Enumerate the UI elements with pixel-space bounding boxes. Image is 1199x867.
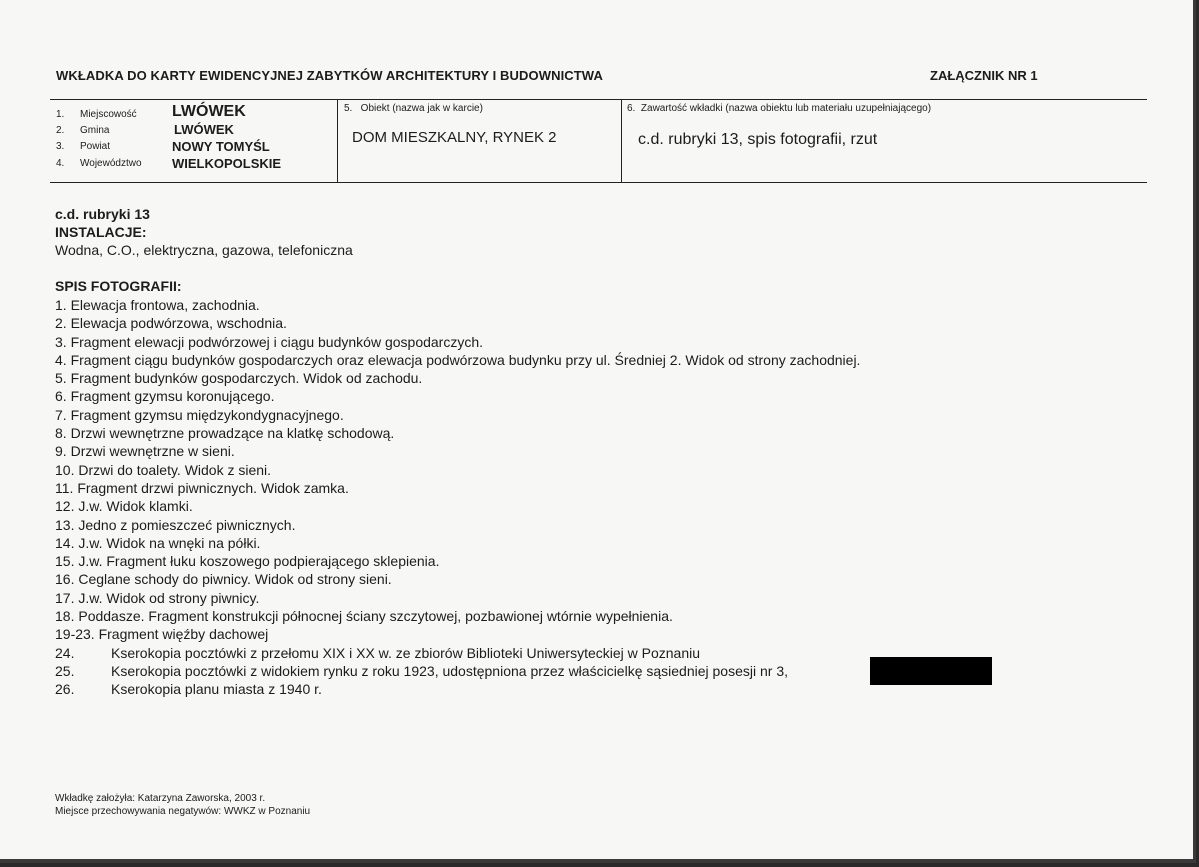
field-number: 4. — [56, 158, 65, 169]
document-title: WKŁADKA DO KARTY EWIDENCYJNEJ ZABYTKÓW ARCHITEKTURY I BUDOWNICTWA — [56, 68, 603, 83]
field-label-locality: Miejscowość — [80, 109, 137, 120]
item-text: Kserokopia pocztówki z przełomu XIX i XX w. ze zbiorów Biblioteki Uniwersyteckiej w Poznaniu — [111, 644, 701, 661]
item-text: Jedno z pomieszczeć piwnicznych. — [78, 516, 296, 533]
item-number: 1. — [55, 297, 67, 313]
list-item — [55, 297, 860, 315]
list-item — [55, 370, 860, 388]
list-item — [55, 480, 860, 498]
list-item — [55, 425, 860, 443]
field-number: 3. — [56, 141, 65, 152]
object-label: 5. Obiekt (nazwa jak w karcie) — [344, 103, 483, 114]
list-item — [55, 626, 860, 644]
item-text: Fragment budynków gospodarczych. Widok od zachodu. — [70, 370, 423, 387]
item-text: Fragment więźby dachowej — [98, 626, 269, 643]
item-text: J.w. Widok klamki. — [78, 498, 193, 515]
item-number: 26. — [55, 681, 75, 698]
list-item — [55, 388, 860, 406]
item-text: Elewacja frontowa, zachodnia. — [70, 297, 260, 313]
item-text: Fragment gzymsu koronującego. — [70, 388, 275, 405]
item-number: 3. — [55, 333, 67, 350]
item-text: Poddasze. Fragment konstrukcji północnej ściany szczytowej, pozbawionej wtórnie wypełnienia. — [78, 608, 673, 625]
field-value-commune: LWÓWEK — [174, 122, 234, 137]
item-text: J.w. Fragment łuku koszowego podpierającego sklepienia. — [78, 553, 440, 570]
item-number: 13. — [55, 516, 75, 533]
column-divider-2 — [621, 99, 622, 183]
list-item — [55, 443, 860, 461]
item-text: Ceglane schody do piwnicy. Widok od strony sieni. — [78, 571, 392, 588]
header-top-rule — [50, 99, 1147, 100]
list-item — [55, 663, 860, 681]
section-continuation: c.d. rubryki 13 — [55, 206, 150, 222]
item-number: 14. — [55, 534, 75, 551]
installations-heading: INSTALACJE: — [55, 224, 147, 240]
item-number: 25. — [55, 662, 75, 679]
list-item — [55, 334, 860, 352]
list-item — [55, 517, 860, 535]
installations-text: Wodna, C.O., elektryczna, gazowa, telefoniczna — [55, 242, 353, 258]
annex-label: ZAŁĄCZNIK NR 1 — [930, 68, 1038, 83]
column-divider-1 — [337, 99, 338, 183]
item-text: Kserokopia planu miasta z 1940 r. — [111, 681, 322, 698]
item-text: J.w. Widok na wnęki na półki. — [78, 534, 261, 551]
field-label-county: Powiat — [80, 141, 111, 152]
field-value-voivodeship: WIELKOPOLSKIE — [172, 156, 282, 171]
list-item — [55, 645, 860, 663]
footer-storage: Miejsce przechowywania negatywów: WWKZ w Poznaniu — [55, 806, 311, 817]
list-item — [55, 571, 860, 589]
list-item — [55, 535, 860, 553]
list-item — [55, 608, 860, 626]
list-item — [55, 315, 860, 333]
item-text: Drzwi do toalety. Widok z sieni. — [78, 461, 272, 478]
field-number: 1. — [56, 109, 65, 120]
photos-heading: SPIS FOTOGRAFII: — [55, 278, 182, 294]
item-text: Kserokopia pocztówki z widokiem rynku z roku 1923, udostępniona przez właścicielkę sąsiedniej posesji nr 3, — [111, 662, 789, 679]
item-number: 7. — [55, 406, 67, 423]
item-number: 10. — [55, 461, 75, 478]
item-number: 8. — [55, 425, 67, 442]
item-number: 12. — [55, 498, 75, 515]
item-number: 17. — [55, 589, 75, 606]
item-number: 19-23. — [55, 626, 95, 643]
list-item — [55, 407, 860, 425]
item-number: 24. — [55, 644, 75, 661]
redaction-block — [870, 657, 992, 685]
item-number: 4. — [55, 351, 67, 368]
object-value: DOM MIESZKALNY, RYNEK 2 — [352, 129, 557, 146]
item-text: Drzwi wewnętrzne prowadzące na klatkę schodową. — [70, 425, 395, 442]
field-number: 2. — [56, 125, 65, 136]
field-label-commune: Gmina — [80, 125, 110, 136]
item-text: Fragment gzymsu międzykondygnacyjnego. — [70, 406, 344, 423]
list-item — [55, 590, 860, 608]
list-item — [55, 553, 860, 571]
field-value-county: NOWY TOMYŚL — [172, 139, 270, 154]
item-number: 2. — [55, 315, 67, 332]
item-text: J.w. Widok od strony piwnicy. — [78, 589, 260, 606]
footer-author: Wkładkę założyła: Katarzyna Zaworska, 2003 r. — [55, 793, 266, 804]
field-value-locality: LWÓWEK — [172, 103, 246, 120]
item-number: 15. — [55, 553, 75, 570]
list-item — [55, 498, 860, 516]
item-text: Fragment elewacji podwórzowej i ciągu budynków gospodarczych. — [70, 333, 484, 350]
item-text: Elewacja podwórzowa, wschodnia. — [70, 315, 287, 332]
item-number: 11. — [55, 479, 74, 496]
field-label-voivodeship: Województwo — [80, 158, 142, 169]
item-number: 18. — [55, 608, 75, 625]
item-text: Fragment drzwi piwnicznych. Widok zamka. — [77, 479, 349, 496]
contents-label: 6. Zawartość wkładki (nazwa obiektu lub materiału uzupełniającego) — [627, 103, 932, 114]
contents-value: c.d. rubryki 13, spis fotografii, rzut — [638, 131, 878, 148]
list-item — [55, 681, 860, 699]
photo-list — [55, 297, 860, 700]
item-text: Fragment ciągu budynków gospodarczych oraz elewacja podwórzowa budynku przy ul. Średniej 2. Widok od strony zachodniej. — [70, 351, 861, 368]
item-number: 16. — [55, 571, 75, 588]
header-bottom-rule — [50, 182, 1147, 183]
item-number: 5. — [55, 370, 67, 387]
list-item — [55, 462, 860, 480]
item-text: Drzwi wewnętrzne w sieni. — [70, 443, 235, 460]
item-number: 9. — [55, 443, 67, 460]
item-number: 6. — [55, 388, 67, 405]
list-item — [55, 352, 860, 370]
